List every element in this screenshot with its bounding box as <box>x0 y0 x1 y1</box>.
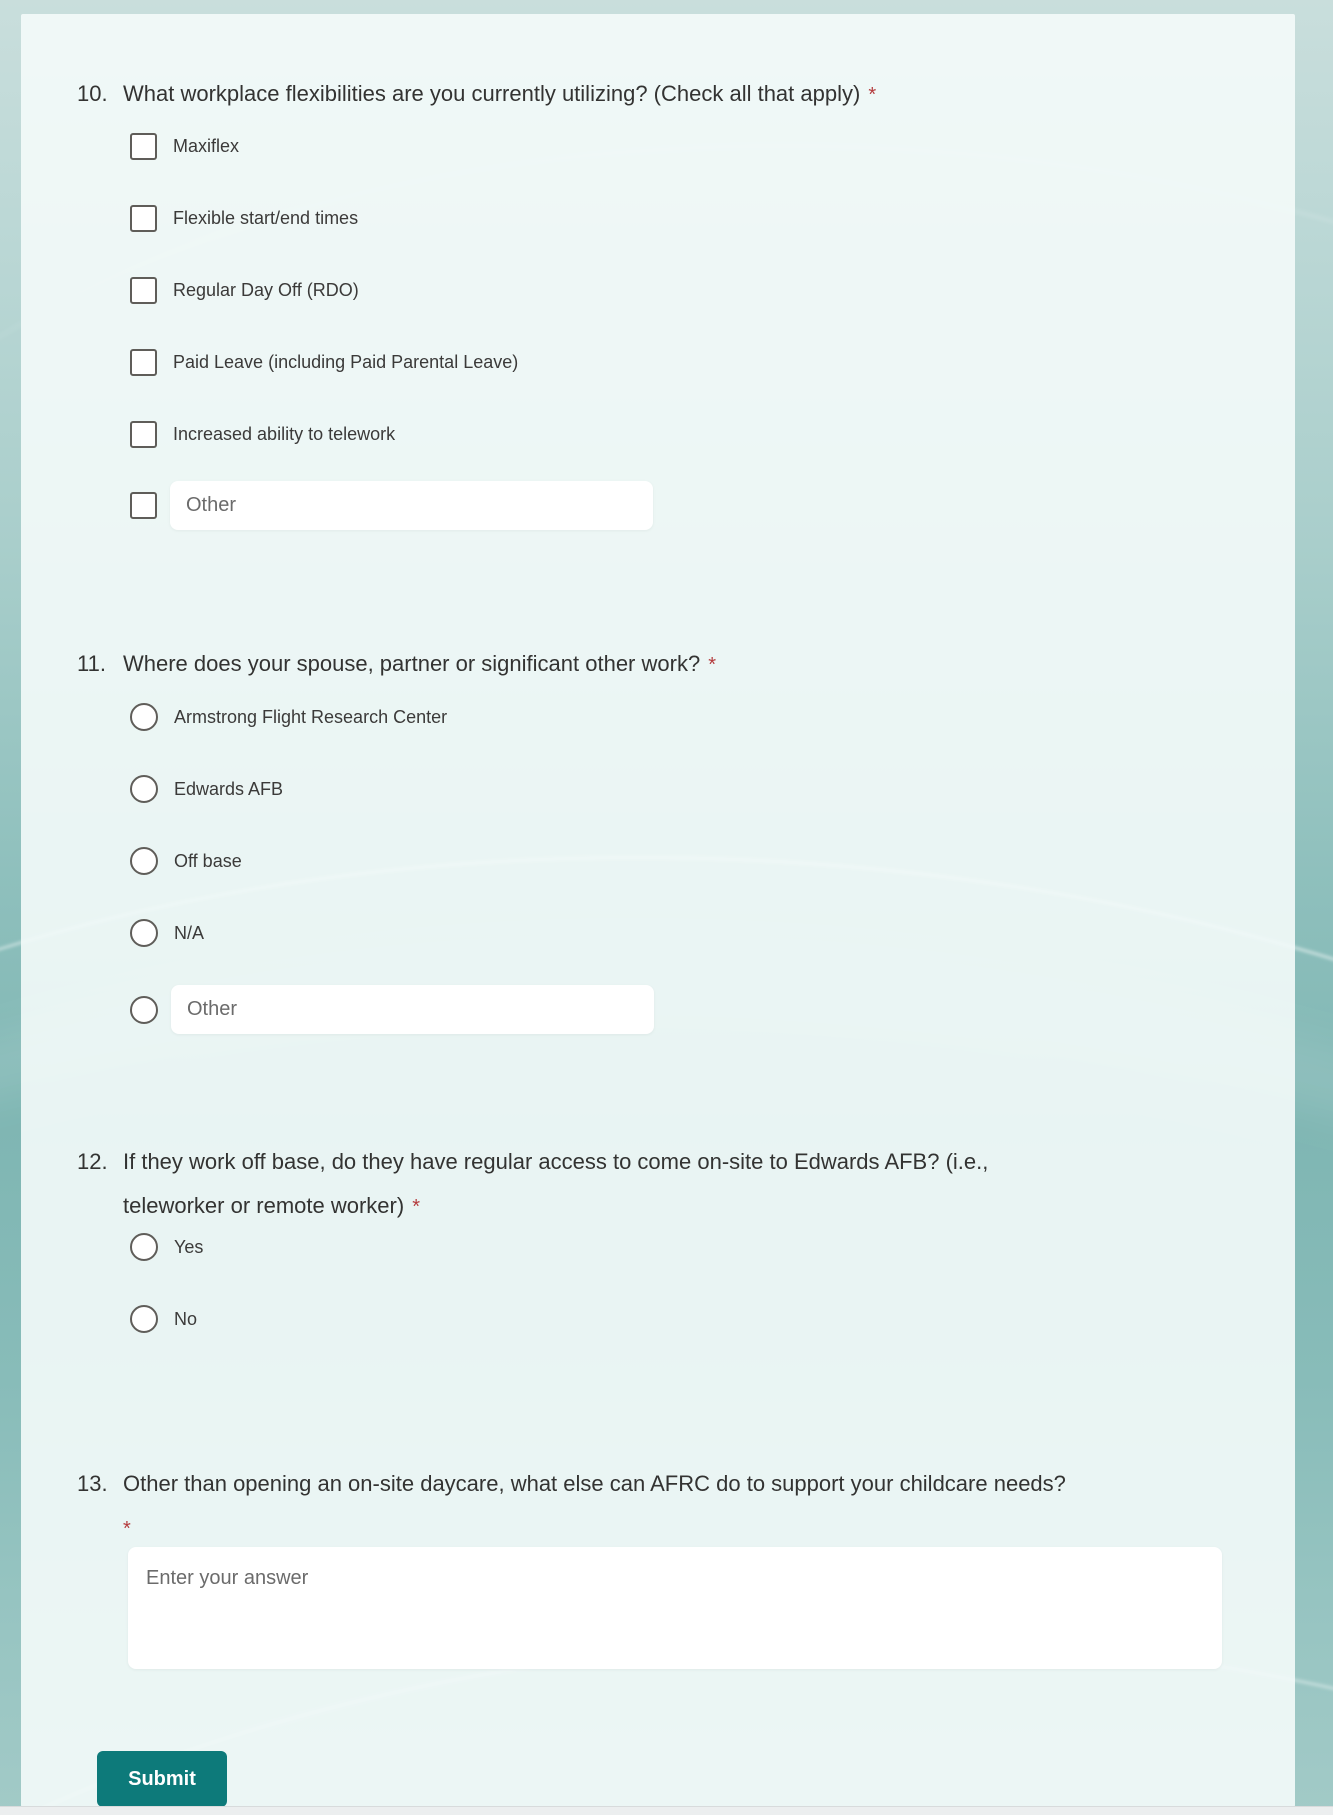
option-label: Edwards AFB <box>174 778 284 799</box>
option-label: Off base <box>174 850 242 871</box>
other-text-input[interactable] <box>171 985 654 1034</box>
option-row <box>130 775 447 803</box>
question-10-heading <box>77 72 1227 117</box>
question-title <box>123 1140 988 1229</box>
required-asterisk: * <box>868 84 877 106</box>
question-title-text: Where does your spouse, partner or significant other work? <box>123 651 701 676</box>
option-row <box>130 204 518 232</box>
form-card <box>21 14 1295 1807</box>
option-label: Armstrong Flight Research Center <box>174 706 448 727</box>
option-row <box>130 703 447 731</box>
question-number: 10. <box>77 81 108 106</box>
radio-yes[interactable] <box>130 1233 158 1261</box>
option-label: N/A <box>174 922 205 943</box>
option-row <box>130 847 447 875</box>
question-title <box>123 642 716 687</box>
radio-off-base[interactable] <box>130 847 158 875</box>
question-title-text: teleworker or remote worker) <box>123 1193 405 1218</box>
checkbox-other[interactable] <box>130 492 157 519</box>
footer-bar <box>0 1806 1333 1815</box>
question-number: 12. <box>77 1149 108 1174</box>
checkbox-regular-day-off[interactable] <box>130 277 157 304</box>
option-row <box>130 420 518 448</box>
option-row <box>130 1233 203 1261</box>
option-label: Flexible start/end times <box>173 207 359 228</box>
question-10-other-row <box>130 481 653 530</box>
required-asterisk: * <box>412 1196 420 1218</box>
required-asterisk: * <box>708 654 716 676</box>
submit-button[interactable]: Submit <box>97 1751 227 1807</box>
question-13-heading <box>77 1462 1227 1551</box>
question-11-options <box>130 703 447 991</box>
question-number: 11. <box>77 651 106 676</box>
question-12-heading <box>77 1140 1227 1229</box>
option-label: Paid Leave (including Paid Parental Leave) <box>173 351 519 372</box>
option-row <box>130 276 518 304</box>
option-label: Increased ability to telework <box>173 423 396 444</box>
radio-other[interactable] <box>130 996 158 1024</box>
option-label: No <box>174 1308 198 1329</box>
checkbox-maxiflex[interactable] <box>130 133 157 160</box>
option-label: Regular Day Off (RDO) <box>173 279 359 300</box>
question-title-wrap <box>123 1184 988 1229</box>
option-row <box>130 919 447 947</box>
question-title-text: Other than opening an on-site daycare, what else can AFRC do to support your childcare needs? <box>123 1471 1066 1496</box>
other-text-input[interactable] <box>170 481 653 530</box>
question-12-options <box>130 1233 203 1377</box>
radio-armstrong-flight-research-center[interactable] <box>130 703 158 731</box>
question-title-wrap <box>123 1506 1066 1551</box>
question-title-text: What workplace flexibilities are you currently utilizing? (Check all that apply) <box>123 81 861 106</box>
checkbox-flexible-start-end[interactable] <box>130 205 157 232</box>
question-11-heading <box>77 642 1227 687</box>
checkbox-paid-leave[interactable] <box>130 349 157 376</box>
question-11-other-row <box>130 985 654 1034</box>
answer-textarea[interactable] <box>128 1547 1222 1669</box>
option-label: Maxiflex <box>173 135 240 156</box>
question-number: 13. <box>77 1471 108 1496</box>
radio-no[interactable] <box>130 1305 158 1333</box>
option-label: Yes <box>174 1236 204 1257</box>
checkbox-increased-telework[interactable] <box>130 421 157 448</box>
option-row <box>130 132 518 160</box>
question-title-text: If they work off base, do they have regular access to come on-site to Edwards AFB? (i.e., <box>123 1149 989 1174</box>
option-row <box>130 1305 203 1333</box>
radio-na[interactable] <box>130 919 158 947</box>
option-row <box>130 348 518 376</box>
radio-edwards-afb[interactable] <box>130 775 158 803</box>
required-asterisk: * <box>123 1518 131 1540</box>
question-title <box>123 72 876 117</box>
question-10-options <box>130 132 518 492</box>
question-title <box>123 1462 1066 1551</box>
